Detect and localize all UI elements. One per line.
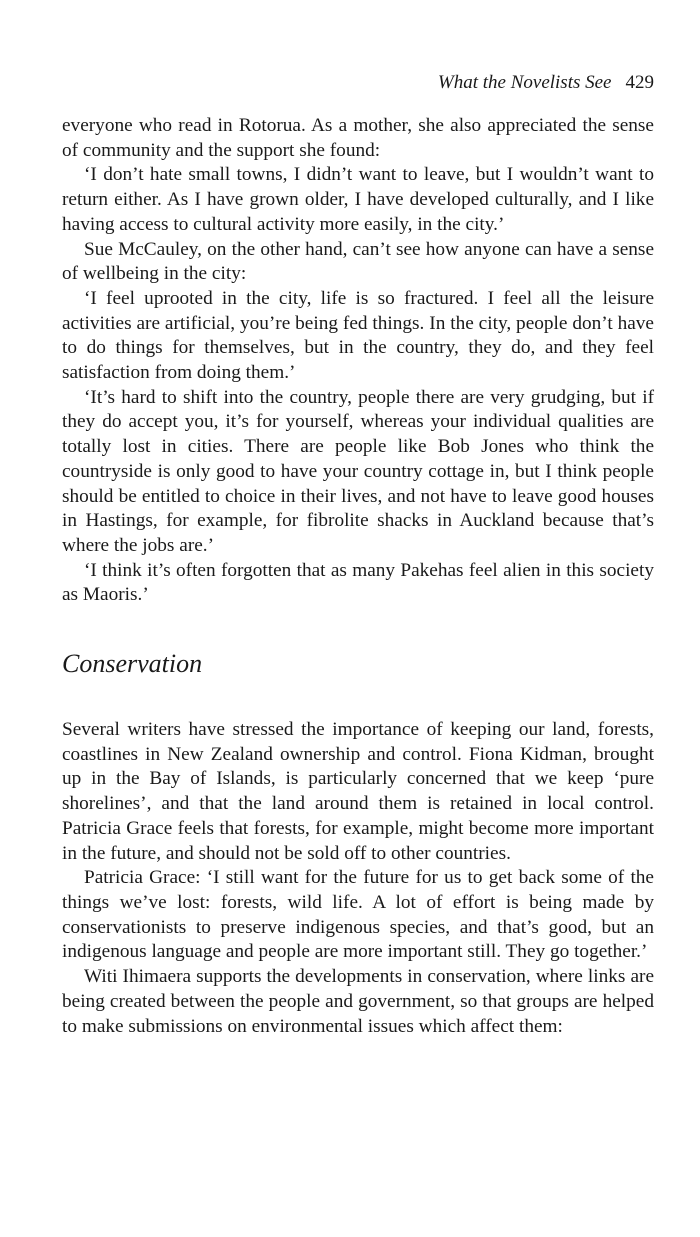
paragraph: Sue McCauley, on the other hand, can’t see how anyone can have a sense of wellbeing in the city: — [62, 238, 654, 285]
paragraph: Witi Ihimaera supports the developments in conservation, where links are being created between the people and government, so that groups are helped to make submissions on environmental issues which affect them: — [62, 966, 654, 1037]
paragraph: Patricia Grace: ‘I still want for the future for us to get back some of the things we’ve lost: forests, wild life. A lot of effort is being made by conservationists to preserve indigenous species, and that’s good, but an indigenous language and people are more important still. They go together.’ — [62, 867, 654, 963]
paragraph: ‘I think it’s often forgotten that as many Pakehas feel alien in this society as Maoris.’ — [62, 559, 654, 606]
body-text-bottom — [62, 718, 654, 1039]
paragraph: everyone who read in Rotorua. As a mother, she also appreciated the sense of community and the support she found: — [62, 115, 654, 161]
page-number: 429 — [625, 72, 654, 93]
running-head-title: What the Novelists See — [437, 72, 612, 93]
section-heading: Conservation — [62, 649, 203, 679]
body-text-top — [62, 114, 654, 608]
paragraph: ‘It’s hard to shift into the country, people there are very grudging, but if they do accept you, it’s for yourself, whereas your individual qualities are totally lost in cities. There are people like Bob Jones who think the countryside is only good to have your country cottage in, but I think people should be entitled to choice in their lives, and not have to leave good houses in Hastings, for example, for fibrolite shacks in Auckland because that’s where the jobs are.’ — [62, 386, 654, 556]
running-head — [62, 70, 654, 96]
paragraph: ‘I feel uprooted in the city, life is so fractured. I feel all the leisure activities are artificial, you’re being fed things. In the city, people don’t have to do things for themselves, but in the country, they do, and they feel satisfaction from doing them.’ — [62, 287, 654, 384]
book-page — [62, 70, 654, 1039]
paragraph: Several writers have stressed the importance of keeping our land, forests, coastlines in New Zealand ownership and control. Fiona Kidman, brought up in the Bay of Islands, is particularly concerned that we keep ‘pure shorelines’, and that the land around them is retained in local control. Patricia Grace feels that forests, for example, might become more important in the future, and should not be sold off to other countries. — [62, 719, 654, 864]
paragraph: ‘I don’t hate small towns, I didn’t want to leave, but I wouldn’t want to return either. As I have grown older, I have developed culturally, and I like having access to cultural activity more easily, in the city.’ — [62, 164, 654, 235]
